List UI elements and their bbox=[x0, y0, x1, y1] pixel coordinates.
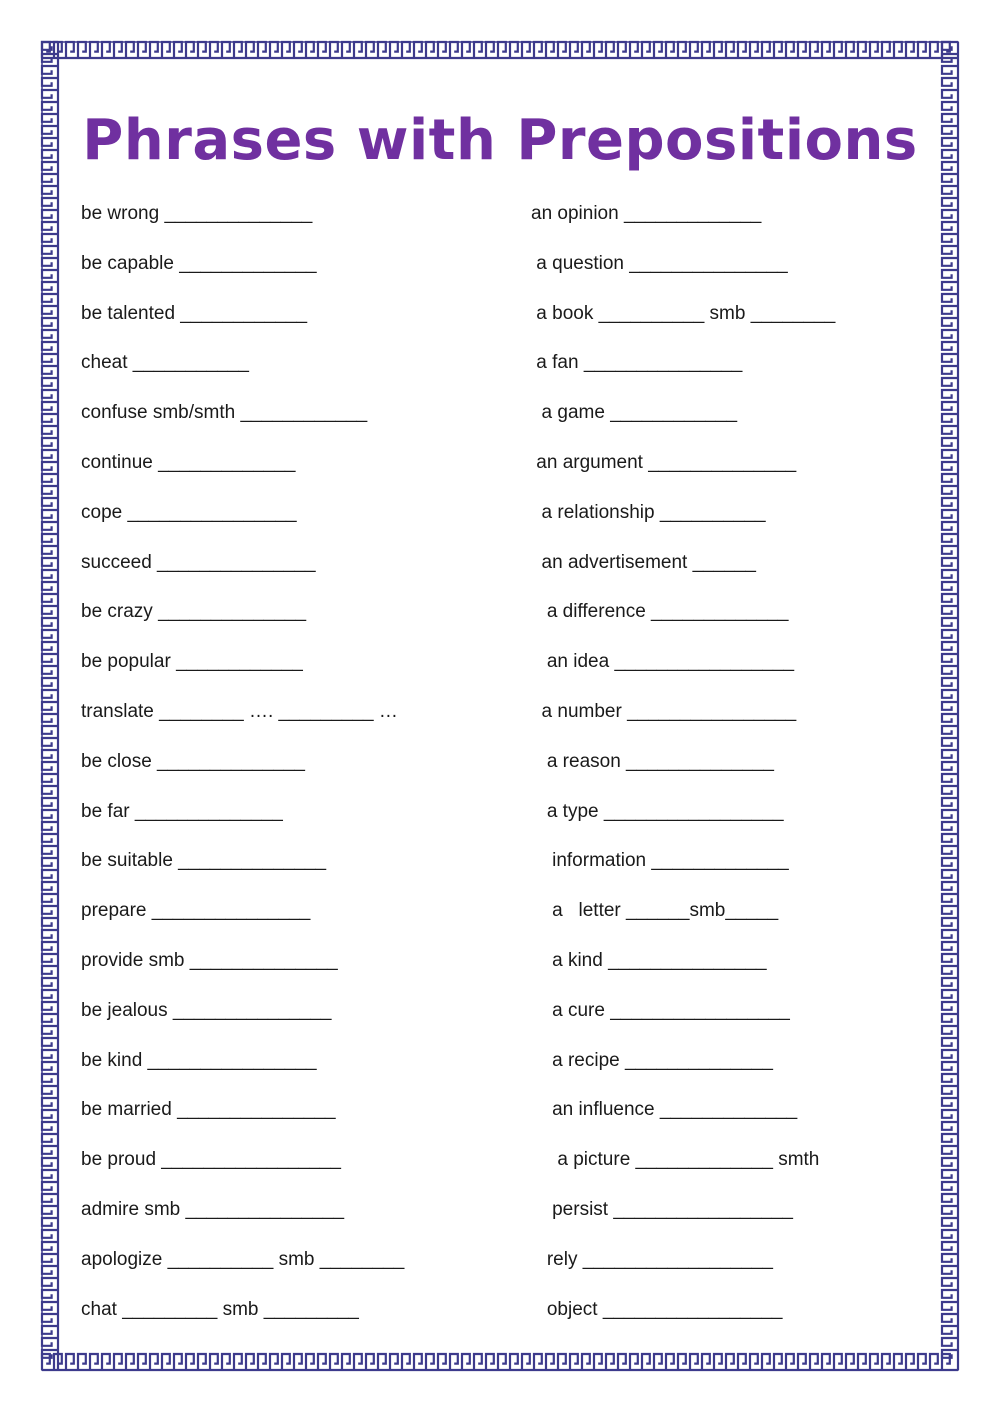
right-phrase-16: a kind _______________ bbox=[531, 949, 767, 971]
left-phrase-6: continue _____________ bbox=[81, 451, 296, 473]
left-phrase-16: provide smb ______________ bbox=[81, 949, 338, 971]
left-phrase-17: be jealous _______________ bbox=[81, 999, 332, 1021]
right-phrase-23: object _________________ bbox=[531, 1298, 783, 1320]
right-phrase-11: a number ________________ bbox=[531, 700, 797, 722]
right-phrase-7: a relationship __________ bbox=[531, 501, 766, 523]
right-phrase-17: a cure _________________ bbox=[531, 999, 790, 1021]
left-phrase-11: translate ________ …. _________ … bbox=[81, 700, 398, 722]
right-phrase-15: a letter ______smb_____ bbox=[531, 900, 779, 922]
left-phrase-10: be popular ____________ bbox=[81, 651, 303, 673]
left-phrase-4: cheat ___________ bbox=[81, 352, 249, 374]
left-phrase-2: be capable _____________ bbox=[81, 252, 317, 274]
right-phrase-4: a fan _______________ bbox=[531, 352, 743, 374]
right-phrase-19: an influence _____________ bbox=[531, 1099, 798, 1121]
left-phrase-3: be talented ____________ bbox=[81, 302, 308, 324]
left-phrase-5: confuse smb/smth ____________ bbox=[81, 402, 368, 424]
right-phrase-3: a book __________ smb ________ bbox=[531, 302, 836, 324]
left-phrase-15: prepare _______________ bbox=[81, 900, 311, 922]
left-phrase-21: admire smb _______________ bbox=[81, 1198, 345, 1220]
left-phrase-20: be proud _________________ bbox=[81, 1149, 341, 1171]
left-phrase-13: be far ______________ bbox=[81, 800, 283, 822]
left-phrase-18: be kind ________________ bbox=[81, 1049, 317, 1071]
right-phrase-21: persist _________________ bbox=[531, 1198, 793, 1220]
right-phrase-8: an advertisement ______ bbox=[531, 551, 756, 573]
right-phrase-22: rely __________________ bbox=[531, 1248, 773, 1270]
left-phrase-12: be close ______________ bbox=[81, 750, 305, 772]
left-phrase-19: be married _______________ bbox=[81, 1099, 336, 1121]
left-phrase-9: be crazy ______________ bbox=[81, 601, 307, 623]
right-phrase-2: a question _______________ bbox=[531, 252, 788, 274]
right-phrase-9: a difference _____________ bbox=[531, 601, 789, 623]
right-phrase-12: a reason ______________ bbox=[531, 750, 774, 772]
right-phrase-18: a recipe ______________ bbox=[531, 1049, 773, 1071]
left-phrase-23: chat _________ smb _________ bbox=[81, 1298, 359, 1320]
right-phrase-20: a picture _____________ smth bbox=[531, 1149, 820, 1171]
right-phrase-column bbox=[531, 199, 931, 1344]
left-phrase-8: succeed _______________ bbox=[81, 551, 316, 573]
left-phrase-column bbox=[81, 199, 501, 1344]
right-phrase-5: a game ____________ bbox=[531, 402, 738, 424]
page-title: Phrases with Prepositions bbox=[82, 108, 918, 173]
right-phrase-1: an opinion _____________ bbox=[531, 203, 762, 224]
right-phrase-6: an argument ______________ bbox=[531, 451, 797, 473]
right-phrase-10: an idea _________________ bbox=[531, 651, 795, 673]
left-phrase-14: be suitable ______________ bbox=[81, 850, 327, 872]
left-phrase-22: apologize __________ smb ________ bbox=[81, 1248, 405, 1270]
left-phrase-1: be wrong ______________ bbox=[81, 203, 313, 224]
left-phrase-7: cope ________________ bbox=[81, 501, 297, 523]
right-phrase-13: a type _________________ bbox=[531, 800, 784, 822]
right-phrase-14: information _____________ bbox=[531, 850, 789, 872]
